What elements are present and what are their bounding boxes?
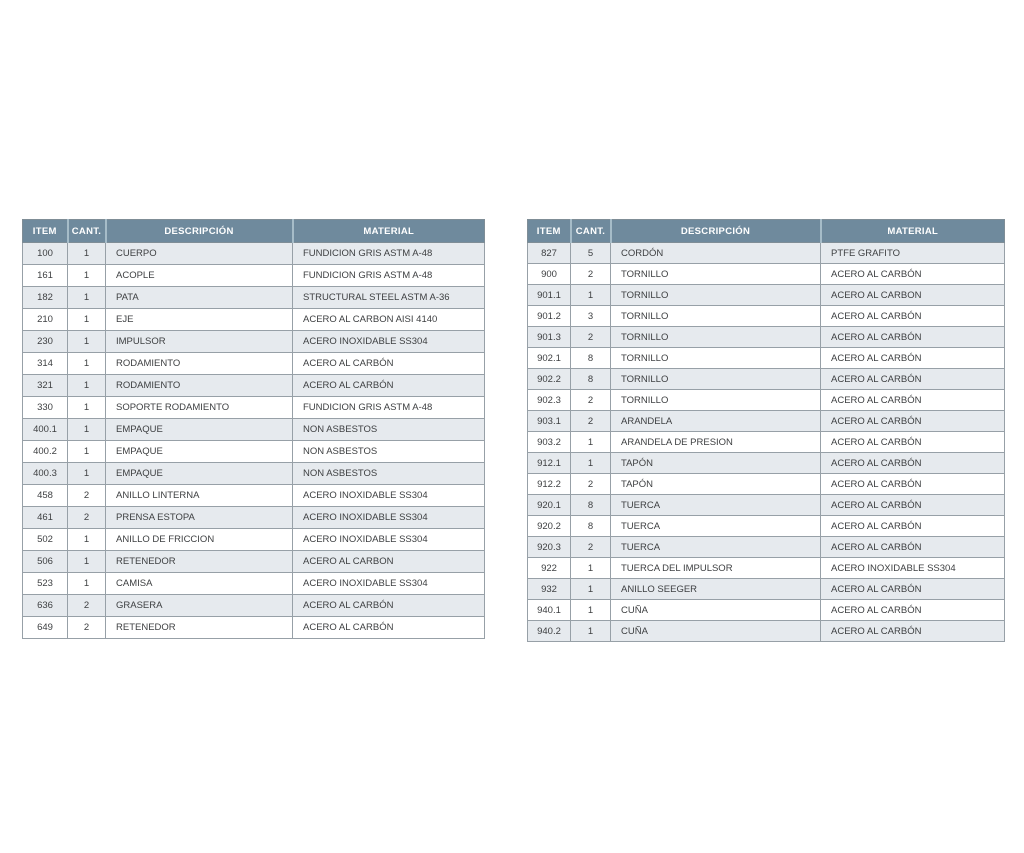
quantity-cell: 1	[68, 551, 106, 573]
material-cell: ACERO AL CARBÓN	[293, 617, 485, 639]
material-cell: ACERO AL CARBÓN	[821, 537, 1005, 558]
material-cell: ACERO AL CARBÓN	[821, 516, 1005, 537]
column-header-description: DESCRIPCIÓN	[611, 220, 821, 243]
item-cell: 321	[23, 375, 68, 397]
table-row	[23, 265, 485, 287]
description-cell: GRASERA	[106, 595, 293, 617]
item-cell: 100	[23, 243, 68, 265]
quantity-cell: 8	[571, 495, 611, 516]
table-row	[528, 474, 1005, 495]
quantity-cell: 8	[571, 369, 611, 390]
table-row	[23, 353, 485, 375]
table-row	[23, 595, 485, 617]
table-body	[23, 243, 485, 639]
item-cell: 902.1	[528, 348, 571, 369]
item-cell: 636	[23, 595, 68, 617]
item-cell: 932	[528, 579, 571, 600]
table-row	[23, 507, 485, 529]
quantity-cell: 1	[68, 419, 106, 441]
material-cell: ACERO AL CARBÓN	[293, 353, 485, 375]
table-body	[528, 243, 1005, 642]
parts-table-right	[527, 219, 1005, 642]
item-cell: 940.1	[528, 600, 571, 621]
table-row	[528, 327, 1005, 348]
quantity-cell: 1	[571, 432, 611, 453]
material-cell: ACERO AL CARBON	[293, 551, 485, 573]
table-row	[23, 551, 485, 573]
quantity-cell: 1	[571, 600, 611, 621]
quantity-cell: 2	[571, 411, 611, 432]
quantity-cell: 3	[571, 306, 611, 327]
description-cell: TUERCA DEL IMPULSOR	[611, 558, 821, 579]
table-row	[23, 419, 485, 441]
description-cell: TORNILLO	[611, 348, 821, 369]
item-cell: 922	[528, 558, 571, 579]
table-row	[528, 243, 1005, 264]
material-cell: STRUCTURAL STEEL ASTM A-36	[293, 287, 485, 309]
item-cell: 458	[23, 485, 68, 507]
item-cell: 901.2	[528, 306, 571, 327]
table-row	[23, 441, 485, 463]
table-row	[528, 600, 1005, 621]
table-row	[528, 516, 1005, 537]
column-header-material: MATERIAL	[293, 220, 485, 243]
item-cell: 649	[23, 617, 68, 639]
material-cell: ACERO AL CARBÓN	[821, 453, 1005, 474]
description-cell: RETENEDOR	[106, 617, 293, 639]
table-row	[23, 529, 485, 551]
quantity-cell: 2	[68, 485, 106, 507]
description-cell: TORNILLO	[611, 369, 821, 390]
description-cell: RETENEDOR	[106, 551, 293, 573]
quantity-cell: 1	[571, 558, 611, 579]
item-cell: 506	[23, 551, 68, 573]
quantity-cell: 2	[68, 617, 106, 639]
item-cell: 902.2	[528, 369, 571, 390]
quantity-cell: 2	[571, 327, 611, 348]
material-cell: ACERO AL CARBÓN	[821, 369, 1005, 390]
item-cell: 330	[23, 397, 68, 419]
item-cell: 920.1	[528, 495, 571, 516]
quantity-cell: 8	[571, 516, 611, 537]
item-cell: 901.1	[528, 285, 571, 306]
quantity-cell: 1	[68, 573, 106, 595]
item-cell: 901.3	[528, 327, 571, 348]
item-cell: 502	[23, 529, 68, 551]
item-cell: 900	[528, 264, 571, 285]
quantity-cell: 1	[68, 353, 106, 375]
description-cell: ANILLO SEEGER	[611, 579, 821, 600]
quantity-cell: 2	[571, 474, 611, 495]
quantity-cell: 1	[68, 331, 106, 353]
quantity-cell: 1	[68, 529, 106, 551]
quantity-cell: 2	[571, 264, 611, 285]
table-header-row	[528, 220, 1005, 243]
description-cell: IMPULSOR	[106, 331, 293, 353]
item-cell: 902.3	[528, 390, 571, 411]
column-header-description: DESCRIPCIÓN	[106, 220, 293, 243]
item-cell: 461	[23, 507, 68, 529]
column-header-item: ITEM	[528, 220, 571, 243]
description-cell: PRENSA ESTOPA	[106, 507, 293, 529]
description-cell: TUERCA	[611, 495, 821, 516]
table-row	[528, 264, 1005, 285]
table-row	[528, 348, 1005, 369]
item-cell: 182	[23, 287, 68, 309]
description-cell: ARANDELA	[611, 411, 821, 432]
description-cell: EMPAQUE	[106, 463, 293, 485]
table-row	[528, 495, 1005, 516]
table-row	[23, 287, 485, 309]
description-cell: RODAMIENTO	[106, 353, 293, 375]
table-header-row	[23, 220, 485, 243]
quantity-cell: 1	[68, 463, 106, 485]
table-row	[528, 306, 1005, 327]
description-cell: ACOPLE	[106, 265, 293, 287]
material-cell: ACERO AL CARBÓN	[821, 390, 1005, 411]
table-row	[528, 558, 1005, 579]
table-row	[23, 331, 485, 353]
item-cell: 920.3	[528, 537, 571, 558]
description-cell: PATA	[106, 287, 293, 309]
description-cell: TORNILLO	[611, 264, 821, 285]
quantity-cell: 5	[571, 243, 611, 264]
table-row	[23, 375, 485, 397]
description-cell: TORNILLO	[611, 285, 821, 306]
item-cell: 314	[23, 353, 68, 375]
material-cell: ACERO AL CARBÓN	[821, 579, 1005, 600]
description-cell: TUERCA	[611, 537, 821, 558]
quantity-cell: 1	[571, 285, 611, 306]
material-cell: ACERO INOXIDABLE SS304	[293, 529, 485, 551]
table-row	[23, 397, 485, 419]
item-cell: 903.2	[528, 432, 571, 453]
quantity-cell: 1	[68, 309, 106, 331]
column-header-material: MATERIAL	[821, 220, 1005, 243]
quantity-cell: 1	[68, 287, 106, 309]
quantity-cell: 1	[68, 243, 106, 265]
column-header-item: ITEM	[23, 220, 68, 243]
description-cell: EMPAQUE	[106, 441, 293, 463]
item-cell: 827	[528, 243, 571, 264]
item-cell: 912.1	[528, 453, 571, 474]
item-cell: 912.2	[528, 474, 571, 495]
quantity-cell: 1	[68, 265, 106, 287]
material-cell: FUNDICION GRIS ASTM A-48	[293, 243, 485, 265]
material-cell: ACERO AL CARBÓN	[821, 474, 1005, 495]
item-cell: 940.2	[528, 621, 571, 642]
material-cell: ACERO AL CARBÓN	[821, 432, 1005, 453]
description-cell: TORNILLO	[611, 390, 821, 411]
table-row	[528, 453, 1005, 474]
quantity-cell: 1	[68, 375, 106, 397]
description-cell: CUÑA	[611, 621, 821, 642]
table-row	[528, 432, 1005, 453]
table-row	[528, 390, 1005, 411]
description-cell: TORNILLO	[611, 306, 821, 327]
description-cell: ANILLO LINTERNA	[106, 485, 293, 507]
material-cell: ACERO AL CARBÓN	[821, 495, 1005, 516]
description-cell: TUERCA	[611, 516, 821, 537]
material-cell: ACERO INOXIDABLE SS304	[293, 331, 485, 353]
description-cell: SOPORTE RODAMIENTO	[106, 397, 293, 419]
material-cell: ACERO AL CARBÓN	[821, 327, 1005, 348]
material-cell: NON ASBESTOS	[293, 419, 485, 441]
table-row	[528, 285, 1005, 306]
quantity-cell: 2	[571, 537, 611, 558]
table-row	[528, 411, 1005, 432]
material-cell: ACERO INOXIDABLE SS304	[293, 507, 485, 529]
column-header-quantity: CANT.	[571, 220, 611, 243]
material-cell: FUNDICION GRIS ASTM A-48	[293, 265, 485, 287]
item-cell: 920.2	[528, 516, 571, 537]
material-cell: ACERO INOXIDABLE SS304	[293, 485, 485, 507]
quantity-cell: 1	[571, 621, 611, 642]
material-cell: ACERO AL CARBON	[821, 285, 1005, 306]
table-row	[528, 369, 1005, 390]
quantity-cell: 1	[571, 579, 611, 600]
material-cell: ACERO AL CARBÓN	[821, 411, 1005, 432]
description-cell: CORDÓN	[611, 243, 821, 264]
material-cell: ACERO AL CARBÓN	[293, 595, 485, 617]
material-cell: ACERO AL CARBON AISI 4140	[293, 309, 485, 331]
material-cell: ACERO AL CARBÓN	[821, 600, 1005, 621]
item-cell: 523	[23, 573, 68, 595]
item-cell: 903.1	[528, 411, 571, 432]
material-cell: FUNDICION GRIS ASTM A-48	[293, 397, 485, 419]
description-cell: RODAMIENTO	[106, 375, 293, 397]
table-row	[23, 309, 485, 331]
quantity-cell: 2	[571, 390, 611, 411]
quantity-cell: 2	[68, 507, 106, 529]
description-cell: ARANDELA DE PRESION	[611, 432, 821, 453]
description-cell: EMPAQUE	[106, 419, 293, 441]
description-cell: EJE	[106, 309, 293, 331]
column-header-quantity: CANT.	[68, 220, 106, 243]
quantity-cell: 1	[68, 397, 106, 419]
material-cell: ACERO AL CARBÓN	[293, 375, 485, 397]
table-row	[528, 621, 1005, 642]
parts-table-left	[22, 219, 485, 639]
description-cell: TORNILLO	[611, 327, 821, 348]
quantity-cell: 2	[68, 595, 106, 617]
material-cell: ACERO INOXIDABLE SS304	[821, 558, 1005, 579]
material-cell: ACERO AL CARBÓN	[821, 621, 1005, 642]
description-cell: ANILLO DE FRICCION	[106, 529, 293, 551]
table-row	[23, 485, 485, 507]
item-cell: 400.2	[23, 441, 68, 463]
material-cell: NON ASBESTOS	[293, 463, 485, 485]
table-row	[528, 537, 1005, 558]
material-cell: ACERO AL CARBÓN	[821, 306, 1005, 327]
material-cell: NON ASBESTOS	[293, 441, 485, 463]
quantity-cell: 8	[571, 348, 611, 369]
material-cell: ACERO AL CARBÓN	[821, 264, 1005, 285]
table-row	[528, 579, 1005, 600]
description-cell: CUERPO	[106, 243, 293, 265]
material-cell: ACERO INOXIDABLE SS304	[293, 573, 485, 595]
description-cell: CUÑA	[611, 600, 821, 621]
description-cell: TAPÓN	[611, 453, 821, 474]
description-cell: TAPÓN	[611, 474, 821, 495]
item-cell: 400.1	[23, 419, 68, 441]
table-row	[23, 617, 485, 639]
table-row	[23, 463, 485, 485]
item-cell: 161	[23, 265, 68, 287]
material-cell: ACERO AL CARBÓN	[821, 348, 1005, 369]
table-row	[23, 243, 485, 265]
item-cell: 400.3	[23, 463, 68, 485]
item-cell: 210	[23, 309, 68, 331]
material-cell: PTFE GRAFITO	[821, 243, 1005, 264]
description-cell: CAMISA	[106, 573, 293, 595]
quantity-cell: 1	[571, 453, 611, 474]
item-cell: 230	[23, 331, 68, 353]
table-row	[23, 573, 485, 595]
quantity-cell: 1	[68, 441, 106, 463]
